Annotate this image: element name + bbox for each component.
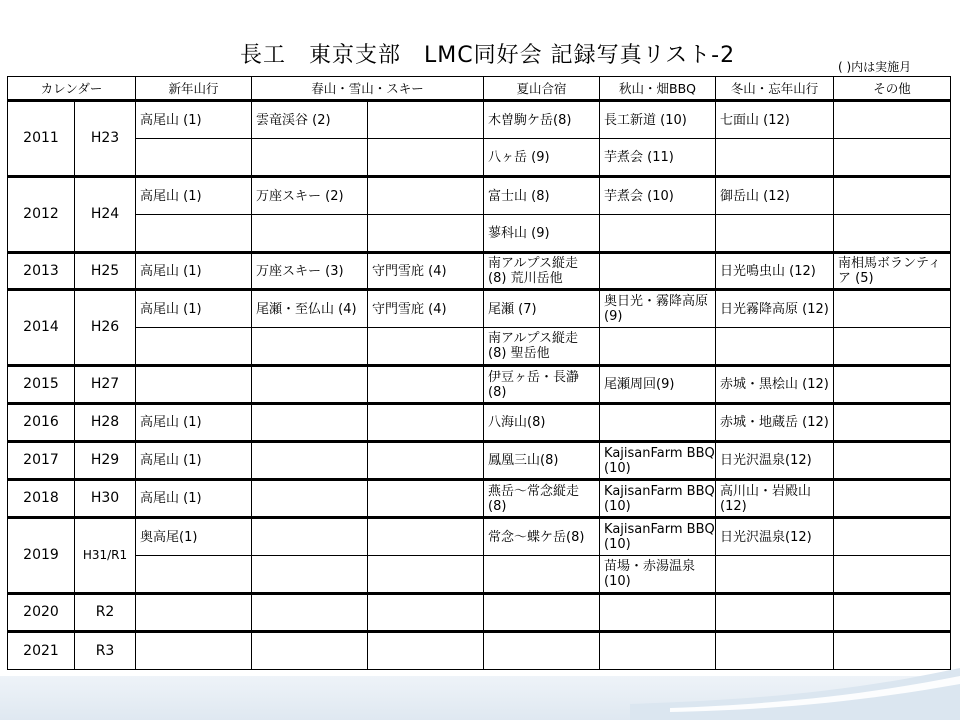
- new-year-cell: [136, 215, 252, 253]
- winter-cell: 御岳山 (12): [716, 177, 834, 215]
- era-cell: H28: [75, 404, 136, 442]
- year-cell: 2021: [8, 632, 75, 670]
- table-row: [8, 328, 951, 366]
- spring-cell-2: [368, 177, 484, 215]
- spring-cell: 万座スキー (3): [252, 253, 368, 290]
- winter-cell: [716, 215, 834, 253]
- spring-cell-2: [368, 101, 484, 139]
- other-cell: [834, 328, 951, 366]
- spring-cell-2: [368, 328, 484, 366]
- new-year-cell: 高尾山 (1): [136, 404, 252, 442]
- winter-cell: [716, 632, 834, 670]
- summer-cell: [484, 632, 600, 670]
- spring-cell: [252, 632, 368, 670]
- table-row: [8, 139, 951, 177]
- new-year-cell: 高尾山 (1): [136, 253, 252, 290]
- spring-cell-2: [368, 366, 484, 404]
- table-row: [8, 290, 951, 328]
- spring-cell-2: [368, 139, 484, 177]
- era-cell: H25: [75, 253, 136, 290]
- other-cell: [834, 139, 951, 177]
- spring-cell: 雲竜渓谷 (2): [252, 101, 368, 139]
- header-calendar: カレンダー: [8, 77, 136, 101]
- header-other: その他: [834, 77, 951, 101]
- header-winter: 冬山・忘年山行: [716, 77, 834, 101]
- spring-cell: [252, 556, 368, 594]
- new-year-cell: 高尾山 (1): [136, 442, 252, 480]
- new-year-cell: 高尾山 (1): [136, 480, 252, 518]
- era-cell: R2: [75, 594, 136, 632]
- summer-cell: 富士山 (8): [484, 177, 600, 215]
- winter-cell: 日光霧降高原 (12): [716, 290, 834, 328]
- year-cell: 2019: [8, 518, 75, 594]
- other-cell: [834, 366, 951, 404]
- new-year-cell: [136, 594, 252, 632]
- bottom-swoosh-decoration: [630, 664, 960, 720]
- winter-cell: [716, 139, 834, 177]
- year-cell: 2012: [8, 177, 75, 253]
- table-row: [8, 632, 951, 670]
- autumn-cell: 芋煮会 (11): [600, 139, 716, 177]
- autumn-cell: [600, 632, 716, 670]
- other-cell: 南相馬ボランティア (5): [834, 253, 951, 290]
- year-cell: 2020: [8, 594, 75, 632]
- summer-cell: 尾瀬 (7): [484, 290, 600, 328]
- autumn-cell: 尾瀬周回(9): [600, 366, 716, 404]
- other-cell: [834, 442, 951, 480]
- spring-cell: [252, 139, 368, 177]
- header-row: [8, 77, 951, 101]
- spring-cell-2: [368, 556, 484, 594]
- table-row: [8, 404, 951, 442]
- spring-cell: [252, 215, 368, 253]
- summer-cell: 木曽駒ケ岳(8): [484, 101, 600, 139]
- summer-cell: 鳳凰三山(8): [484, 442, 600, 480]
- summer-cell: 蓼科山 (9): [484, 215, 600, 253]
- autumn-cell: 芋煮会 (10): [600, 177, 716, 215]
- year-cell: 2017: [8, 442, 75, 480]
- winter-cell: [716, 328, 834, 366]
- page-title: 長工 東京支部 LMC同好会 記録写真リスト-2: [240, 43, 736, 68]
- other-cell: [834, 101, 951, 139]
- spring-cell: [252, 480, 368, 518]
- winter-cell: [716, 594, 834, 632]
- table-row: [8, 366, 951, 404]
- summer-cell: 南アルプス縦走 (8) 荒川岳他: [484, 253, 600, 290]
- spring-cell-2: [368, 404, 484, 442]
- spring-cell-2: 守門雪庇 (4): [368, 253, 484, 290]
- new-year-cell: [136, 139, 252, 177]
- other-cell: [834, 290, 951, 328]
- other-cell: [834, 594, 951, 632]
- new-year-cell: [136, 328, 252, 366]
- summer-cell: 八ヶ岳 (9): [484, 139, 600, 177]
- summer-cell: 常念〜蝶ケ岳(8): [484, 518, 600, 556]
- year-cell: 2015: [8, 366, 75, 404]
- new-year-cell: [136, 366, 252, 404]
- era-cell: H30: [75, 480, 136, 518]
- winter-cell: 赤城・地蔵岳 (12): [716, 404, 834, 442]
- year-cell: 2014: [8, 290, 75, 366]
- autumn-cell: KajisanFarm BBQ (10): [600, 480, 716, 518]
- new-year-cell: 奥高尾(1): [136, 518, 252, 556]
- spring-cell: [252, 366, 368, 404]
- table-row: [8, 518, 951, 556]
- spring-cell-2: [368, 594, 484, 632]
- summer-cell: [484, 556, 600, 594]
- new-year-cell: 高尾山 (1): [136, 290, 252, 328]
- header-autumn: 秋山・畑BBQ: [600, 77, 716, 101]
- header-summer: 夏山合宿: [484, 77, 600, 101]
- other-cell: [834, 177, 951, 215]
- winter-cell: 高川山・岩殿山 (12): [716, 480, 834, 518]
- new-year-cell: [136, 556, 252, 594]
- other-cell: [834, 215, 951, 253]
- year-cell: 2018: [8, 480, 75, 518]
- era-cell: H24: [75, 177, 136, 253]
- table-row: [8, 480, 951, 518]
- note-legend: ( )内は実施月: [838, 60, 912, 74]
- summer-cell: 八海山(8): [484, 404, 600, 442]
- autumn-cell: KajisanFarm BBQ (10): [600, 518, 716, 556]
- winter-cell: 日光沢温泉(12): [716, 442, 834, 480]
- era-cell: R3: [75, 632, 136, 670]
- winter-cell: 日光沢温泉(12): [716, 518, 834, 556]
- year-cell: 2016: [8, 404, 75, 442]
- spring-cell-2: [368, 632, 484, 670]
- winter-cell: 日光鳴虫山 (12): [716, 253, 834, 290]
- spring-cell-2: [368, 442, 484, 480]
- summer-cell: 南アルプス縦走 (8) 聖岳他: [484, 328, 600, 366]
- era-cell: H26: [75, 290, 136, 366]
- winter-cell: 赤城・黒桧山 (12): [716, 366, 834, 404]
- era-cell: H29: [75, 442, 136, 480]
- year-cell: 2011: [8, 101, 75, 177]
- table-row: [8, 253, 951, 290]
- spring-cell: [252, 518, 368, 556]
- other-cell: [834, 480, 951, 518]
- other-cell: [834, 632, 951, 670]
- table-row: [8, 442, 951, 480]
- header-new-year: 新年山行: [136, 77, 252, 101]
- records-table: [7, 76, 951, 670]
- table-row: [8, 101, 951, 139]
- header-spring: 春山・雪山・スキー: [252, 77, 484, 101]
- table-row: [8, 215, 951, 253]
- spring-cell-2: [368, 480, 484, 518]
- spring-cell: 尾瀬・至仏山 (4): [252, 290, 368, 328]
- spring-cell: 万座スキー (2): [252, 177, 368, 215]
- era-cell: H31/R1: [75, 518, 136, 594]
- table-row: [8, 177, 951, 215]
- winter-cell: 七面山 (12): [716, 101, 834, 139]
- table-row: [8, 594, 951, 632]
- era-cell: H27: [75, 366, 136, 404]
- spring-cell: [252, 442, 368, 480]
- summer-cell: 伊豆ヶ岳・長瀞 (8): [484, 366, 600, 404]
- autumn-cell: [600, 404, 716, 442]
- spring-cell: [252, 328, 368, 366]
- winter-cell: [716, 556, 834, 594]
- spring-cell: [252, 404, 368, 442]
- other-cell: [834, 404, 951, 442]
- autumn-cell: 長工新道 (10): [600, 101, 716, 139]
- autumn-cell: [600, 215, 716, 253]
- spring-cell-2: [368, 215, 484, 253]
- autumn-cell: [600, 594, 716, 632]
- summer-cell: 燕岳〜常念縦走 (8): [484, 480, 600, 518]
- new-year-cell: [136, 632, 252, 670]
- autumn-cell: [600, 253, 716, 290]
- autumn-cell: KajisanFarm BBQ (10): [600, 442, 716, 480]
- year-cell: 2013: [8, 253, 75, 290]
- autumn-cell: [600, 328, 716, 366]
- spring-cell-2: [368, 518, 484, 556]
- autumn-cell: 苗場・赤湯温泉 (10): [600, 556, 716, 594]
- other-cell: [834, 518, 951, 556]
- other-cell: [834, 556, 951, 594]
- summer-cell: [484, 594, 600, 632]
- new-year-cell: 高尾山 (1): [136, 177, 252, 215]
- spring-cell: [252, 594, 368, 632]
- spring-cell-2: 守門雪庇 (4): [368, 290, 484, 328]
- autumn-cell: 奥日光・霧降高原 (9): [600, 290, 716, 328]
- new-year-cell: 高尾山 (1): [136, 101, 252, 139]
- era-cell: H23: [75, 101, 136, 177]
- table-row: [8, 556, 951, 594]
